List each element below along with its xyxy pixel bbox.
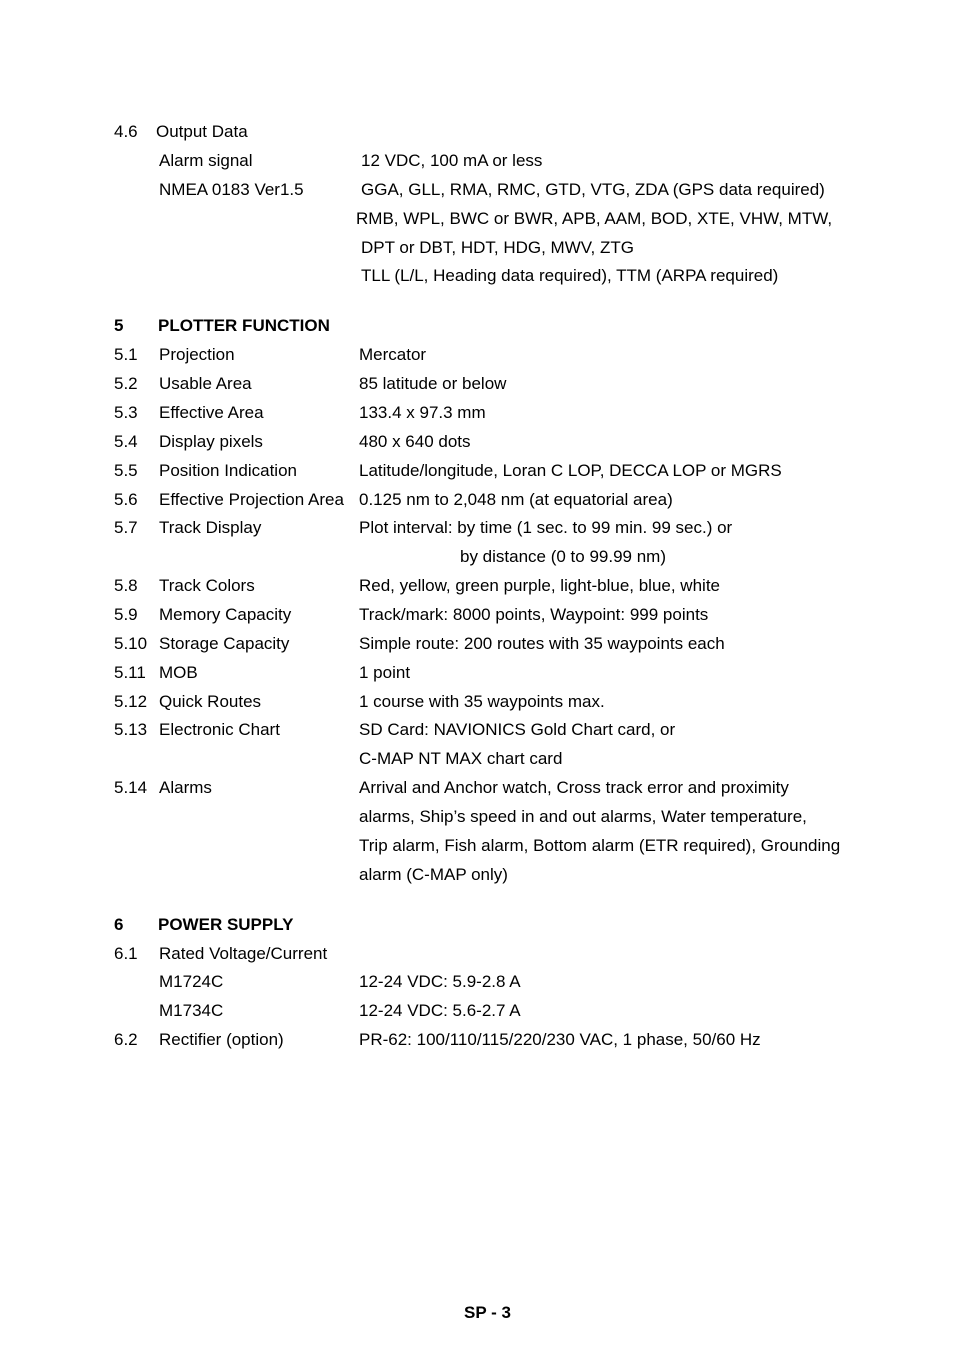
model-value: 12-24 VDC: 5.6-2.7 A [359, 1001, 521, 1020]
item-value: PR-62: 100/110/115/220/230 VAC, 1 phase, 50/60 Hz [359, 1030, 761, 1049]
alarm-signal-label: Alarm signal [159, 151, 253, 170]
alarms-line: Trip alarm, Fish alarm, Bottom alarm (ETR required), Grounding [359, 836, 841, 855]
item-label: Rated Voltage/Current [159, 944, 328, 963]
section-4-6-title: Output Data [156, 122, 248, 141]
model-label: M1724C [159, 972, 224, 991]
section-6-title: POWER SUPPLY [158, 915, 294, 934]
nmea-line: RMB, WPL, BWC or BWR, APB, AAM, BOD, XTE, VHW, MTW, [356, 209, 833, 228]
item-label: Alarms [159, 778, 212, 797]
section-5-number: 5 [114, 316, 124, 335]
item-value: 1 point [359, 663, 411, 682]
item-value-continued: C-MAP NT MAX chart card [359, 749, 563, 768]
nmea-line: TLL (L/L, Heading data required), TTM (ARPA required) [361, 266, 779, 285]
item-value: 0.125 nm to 2,048 nm (at equatorial area) [359, 490, 673, 509]
item-number: 5.11 [114, 663, 146, 682]
item-number: 6.2 [114, 1030, 138, 1049]
item-number: 5.7 [114, 518, 138, 537]
item-label: Display pixels [159, 432, 263, 451]
item-label: Rectifier (option) [159, 1030, 284, 1049]
nmea-line: DPT or DBT, HDT, HDG, MWV, ZTG [361, 238, 634, 257]
nmea-label: NMEA 0183 Ver1.5 [159, 180, 304, 199]
item-number: 5.2 [114, 374, 138, 393]
nmea-line: GGA, GLL, RMA, RMC, GTD, VTG, ZDA (GPS data required) [361, 180, 825, 199]
model-label: M1734C [159, 1001, 224, 1020]
item-label: Memory Capacity [159, 605, 292, 624]
model-value: 12-24 VDC: 5.9-2.8 A [359, 972, 521, 991]
item-number: 5.6 [114, 490, 138, 509]
item-value: Latitude/longitude, Loran C LOP, DECCA LOP or MGRS [359, 461, 782, 480]
alarm-signal-value: 12 VDC, 100 mA or less [361, 151, 543, 170]
item-number: 5.1 [114, 345, 138, 364]
item-number: 5.13 [114, 720, 148, 739]
item-label: MOB [159, 663, 198, 682]
item-label: Track Display [159, 518, 262, 537]
item-value: Simple route: 200 routes with 35 waypoints each [359, 634, 725, 653]
item-value: 480 x 640 dots [359, 432, 471, 451]
section-4-6-number: 4.6 [114, 122, 138, 141]
item-number: 6.1 [114, 944, 138, 963]
item-value: 133.4 x 97.3 mm [359, 403, 486, 422]
item-label: Quick Routes [159, 692, 262, 711]
item-value: 1 course with 35 waypoints max. [359, 692, 605, 711]
item-label: Position Indication [159, 461, 297, 480]
section-5-title: PLOTTER FUNCTION [158, 316, 330, 335]
alarms-line: Arrival and Anchor watch, Cross track error and proximity [359, 778, 789, 797]
section-6-number: 6 [114, 915, 124, 934]
item-label: Storage Capacity [159, 634, 290, 653]
item-value: Red, yellow, green purple, light-blue, blue, white [359, 576, 720, 595]
item-number: 5.3 [114, 403, 138, 422]
item-label: Usable Area [159, 374, 252, 393]
item-label: Electronic Chart [159, 720, 280, 739]
item-label: Effective Area [159, 403, 264, 422]
item-value: 85 latitude or below [359, 374, 507, 393]
item-value: SD Card: NAVIONICS Gold Chart card, or [359, 720, 676, 739]
page-number: SP - 3 [464, 1303, 511, 1322]
item-label: Projection [159, 345, 235, 364]
item-number: 5.4 [114, 432, 138, 451]
item-value: Mercator [359, 345, 427, 364]
item-label: Effective Projection Area [159, 490, 344, 509]
item-number: 5.12 [114, 692, 148, 711]
alarms-line: alarms, Ship’s speed in and out alarms, Water temperature, [359, 807, 807, 826]
item-number: 5.10 [114, 634, 148, 653]
item-value-continued: by distance (0 to 99.99 nm) [460, 547, 667, 566]
item-value: Plot interval: by time (1 sec. to 99 min. 99 sec.) or [359, 518, 733, 537]
alarms-line: alarm (C-MAP only) [359, 865, 508, 884]
item-number: 5.14 [114, 778, 148, 797]
item-number: 5.8 [114, 576, 138, 595]
item-label: Track Colors [159, 576, 255, 595]
item-value: Track/mark: 8000 points, Waypoint: 999 points [359, 605, 709, 624]
item-number: 5.5 [114, 461, 138, 480]
item-number: 5.9 [114, 605, 138, 624]
